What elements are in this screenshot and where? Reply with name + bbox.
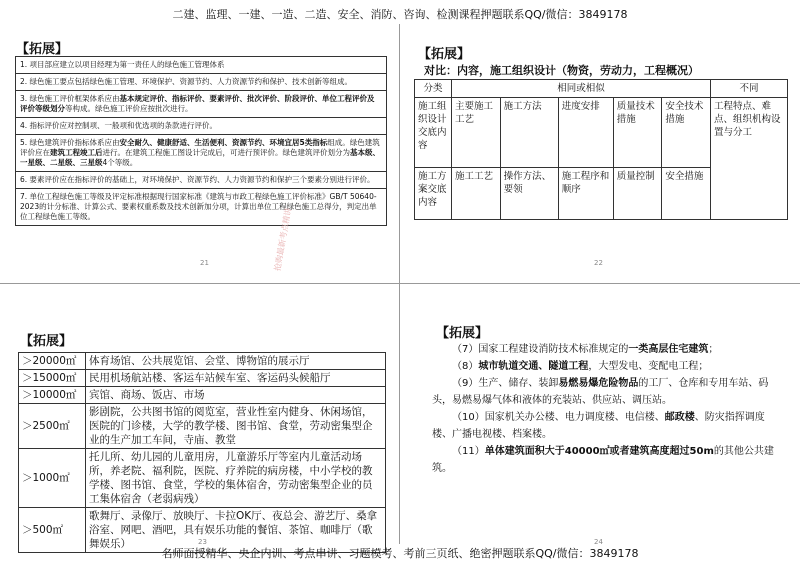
header-cell: 分类	[415, 80, 452, 98]
list-item: 4. 指标评价应对控制项、一般项和优选项的条款进行评价。	[16, 118, 386, 135]
table-row	[19, 449, 386, 508]
table-cell: 质量控制	[613, 168, 662, 220]
panel4-list	[432, 341, 784, 477]
page-number: 23	[198, 538, 207, 546]
list-item: （8）城市轨道交通、隧道工程，大型发电、变配电工程；	[452, 361, 709, 372]
venue-cell: 民用机场航站楼、客运车站候车室、客运码头候船厅	[86, 370, 386, 387]
table-cell: 施工组织设计交底内容	[415, 98, 452, 168]
venue-cell: 宾馆、商场、饭店、市场	[86, 387, 386, 404]
area-cell: ＞2500㎡	[19, 404, 86, 449]
header-cell: 相同或相似	[452, 80, 711, 98]
venue-cell: 歌舞厅、录像厅、放映厅、卡拉OK厅、夜总会、游艺厅、桑拿浴室、网吧、酒吧，具有娱乐功能的餐馆、茶馆、咖啡厅（歌舞娱乐）	[86, 508, 386, 553]
panel1-heading: 【拓展】	[16, 42, 69, 57]
table-cell: 施工方法	[500, 98, 558, 168]
panel2-subtitle: 对比：内容，施工组织设计（物资，劳动力，工程概况）	[424, 64, 699, 77]
table-cell: 主要施工工艺	[452, 98, 501, 168]
table-row	[19, 353, 386, 370]
panel4-heading: 【拓展】	[436, 326, 489, 341]
table-cell: 操作方法、要领	[500, 168, 558, 220]
panel1-list	[15, 56, 387, 226]
table-row	[19, 370, 386, 387]
panel2-heading: 【拓展】	[418, 47, 471, 62]
list-item: （9）生产、储存、装卸易燃易爆危险物品的工厂、仓库和专用车站、码头，易燃易爆气体和液体的充装站、供应站、调压站。	[432, 378, 769, 406]
table-row	[415, 98, 788, 168]
bottom-banner: 名师面授精华、央企内训、考点串讲、习题模考、考前三页纸、绝密押题联系QQ/微信：3849178	[161, 547, 639, 560]
list-item: （10）国家机关办公楼、电力调度楼、电信楼、邮政楼、防灾指挥调度楼、广播电视楼、档案楼。	[432, 412, 765, 440]
venue-cell: 体育场馆、公共展览馆、会堂、博物馆的展示厅	[86, 353, 386, 370]
watermark: 抢购最新考点精讲	[272, 207, 293, 272]
table-cell: 质量技术措施	[613, 98, 662, 168]
table-cell: 工程特点、难点、组织机构设置与分工	[711, 98, 788, 220]
table-cell: 安全技术措施	[662, 98, 711, 168]
page-number: 22	[594, 259, 603, 267]
area-cell: ＞15000㎡	[19, 370, 86, 387]
comparison-table	[414, 79, 788, 220]
list-item: 6. 要素评价应在指标评价的基础上，对环境保护、资源节约、人力资源节约和保护三个要素分别进行评价。	[16, 172, 386, 189]
table-row	[19, 387, 386, 404]
page-number: 24	[594, 538, 603, 546]
area-cell: ＞1000㎡	[19, 449, 86, 508]
list-item: （7）国家工程建设消防技术标准规定的一类高层住宅建筑；	[452, 344, 719, 355]
area-cell: ＞500㎡	[19, 508, 86, 553]
list-item: 7. 单位工程绿色施工等级及评定标准根据现行国家标准《建筑与市政工程绿色施工评价标准》GB/T 50640-2023的计分标准、计算公式、要素权重系数及技术创新加分项，计算出单位工程绿色施工总得分，判定出单位工程绿色施工等级。	[20, 192, 377, 221]
table-cell: 进度安排	[558, 98, 613, 168]
list-item: 2. 绿色施工要点包括绿色施工管理、环境保护、资源节约、人力资源节约和保护、技术创新等组成。	[16, 74, 386, 91]
top-banner: 二建、监理、一建、一造、二造、安全、消防、咨询、检测课程押题联系QQ/微信：3849178	[172, 8, 628, 21]
header-cell: 不同	[711, 80, 788, 98]
venue-cell: 影剧院，公共图书馆的阅览室，营业性室内健身、休闲场馆，医院的门诊楼，大学的教学楼、图书馆、食堂，劳动密集型企业的生产加工车间，寺庙、教堂	[86, 404, 386, 449]
table-header-row	[415, 80, 788, 98]
list-item: 3. 绿色施工评价框架体系应由基本规定评价、指标评价、要素评价、批次评价、阶段评价、单位工程评价及评价等级划分等构成。绿色施工评价应按批次进行。	[16, 91, 386, 118]
table-cell: 安全措施	[662, 168, 711, 220]
list-item: （11）单体建筑面积大于40000㎡或者建筑高度超过50m的其他公共建筑。	[432, 446, 774, 474]
page-number: 21	[200, 259, 209, 267]
venue-cell: 托儿所、幼儿园的儿童用房，儿童游乐厅等室内儿童活动场所，养老院、福利院，医院、疗养院的病房楼，中小学校的教学楼、图书馆、食堂，学校的集体宿舍，劳动密集型企业的员工集体宿舍（老弱病残）	[86, 449, 386, 508]
vertical-divider	[399, 24, 400, 544]
area-threshold-table	[18, 352, 386, 553]
list-item: 5. 绿色建筑评价指标体系应由安全耐久、健康舒适、生活便利、资源节约、环境宜居5类指标组成。绿色建筑评价应在建筑工程竣工后进行。在建筑工程施工图设计完成后，可进行预评价。绿色建筑评价划分为基本级、一星级、二星级、三星级4个等级。	[16, 135, 386, 172]
area-cell: ＞20000㎡	[19, 353, 86, 370]
table-cell: 施工程序和顺序	[558, 168, 613, 220]
table-cell: 施工方案交底内容	[415, 168, 452, 220]
table-row	[19, 404, 386, 449]
list-item: 1. 项目部应建立以项目经理为第一责任人的绿色施工管理体系	[16, 57, 386, 74]
panel3-heading: 【拓展】	[20, 334, 73, 349]
horizontal-divider	[0, 283, 800, 284]
area-cell: ＞10000㎡	[19, 387, 86, 404]
table-cell: 施工工艺	[452, 168, 501, 220]
